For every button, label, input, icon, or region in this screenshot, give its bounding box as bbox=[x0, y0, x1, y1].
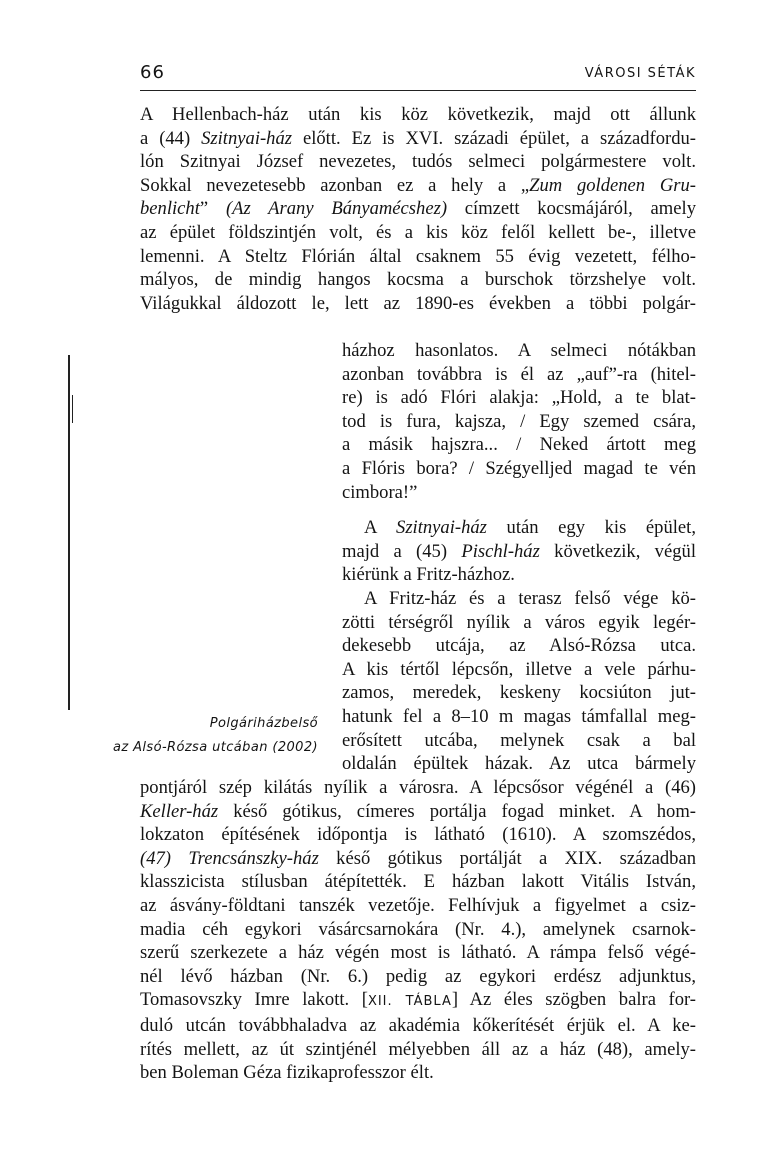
text-line: az ásvány-földtani tanszék vezetője. Felhívjuk a figyelmet a csiz- bbox=[140, 894, 696, 916]
text-line: hatunk fel a 8–10 m magas támfallal meg- bbox=[342, 705, 696, 727]
text-line: lemenni. A Steltz Flórián által csaknem 55 évig vezetett, félho- bbox=[140, 245, 696, 267]
text-line: A Hellenbach-ház után kis köz következik, majd ott állunk bbox=[140, 104, 696, 125]
text-line: tod is fura, kajsza, / Egy szemed csára, bbox=[342, 410, 696, 432]
text-line: zamos, meredek, keskeny kocsiúton jut- bbox=[342, 682, 696, 704]
paragraph-1-narrow bbox=[342, 339, 696, 504]
text-line: benlicht” (Az Arany Bányamécshez) címzett kocsmájáról, amely bbox=[140, 198, 696, 220]
text-line: majd a (45) Pischl-ház következik, végül bbox=[342, 540, 696, 562]
text-line: lokzaton építésének időpontja is látható (1610). A szomszédos, bbox=[140, 824, 696, 846]
text-line: (47) Trencsánszky-ház késő gótikus portálját a XIX. században bbox=[140, 847, 696, 869]
header-rule bbox=[140, 90, 696, 91]
text-line: zötti térségről nyílik a város egyik legér- bbox=[342, 611, 696, 633]
text-line: az épület földszintjén volt, és a kis köz felől kellett be-, illetve bbox=[140, 221, 696, 243]
text-line: rítés mellett, az út szintjénél mélyebben áll az a ház (48), amely- bbox=[140, 1038, 696, 1060]
text-line: házhoz hasonlatos. A selmeci nótákban bbox=[342, 340, 696, 361]
text-line: cimbora!” bbox=[342, 481, 418, 503]
caption-line-1: Polgáriházbelső bbox=[209, 716, 318, 731]
text-line: azonban továbbra is él az „auf”-ra (hitel- bbox=[342, 363, 696, 385]
running-title: VÁROSI SÉTÁK bbox=[584, 66, 696, 81]
text-line: lón Szitnyai József nevezetes, tudós selmeci polgármestere volt. bbox=[140, 151, 696, 173]
text-line: duló utcán továbbhaladva az akadémia kőkerítését érjük el. A ke- bbox=[140, 1014, 696, 1036]
text-line: a (44) Szitnyai-ház előtt. Ez is XVI. századi épület, a századfordu- bbox=[140, 127, 696, 149]
paragraph-3-full bbox=[140, 776, 696, 1085]
text-line: Sokkal nevezetesebb azonban ez a hely a „Zum goldenen Gru- bbox=[140, 174, 696, 196]
text-line: klasszicista stílusban átépítették. E házban lakott Vitális István, bbox=[140, 871, 696, 893]
text-line: A Szitnyai-ház után egy kis épület, bbox=[364, 517, 696, 538]
page-header bbox=[140, 62, 696, 90]
text-line: Keller-ház késő gótikus, címeres portálja fogad minket. A hom- bbox=[140, 800, 696, 822]
text-line: A Fritz-ház és a terasz felső vége kö- bbox=[364, 588, 696, 609]
text-line: dekesebb utcája, az Alsó-Rózsa utca. bbox=[342, 635, 696, 657]
paragraph-1 bbox=[140, 103, 696, 315]
scan-mark bbox=[68, 355, 70, 710]
caption-line-2: az Alsó-Rózsa utcában (2002) bbox=[113, 740, 318, 755]
text-line: a Flóris bora? / Szégyelljed magad te vén bbox=[342, 457, 696, 479]
text-line: erősített utcába, melynek csak a bal bbox=[342, 729, 696, 751]
text-line: ben Boleman Géza fizikaprofesszor élt. bbox=[140, 1062, 434, 1084]
text-line: mályos, de mindig hangos kocsma a burschok törzshelye volt. bbox=[140, 269, 696, 291]
text-line: szerű szerkezete a ház végén most is látható. A rámpa felső végé- bbox=[140, 942, 696, 964]
text-line: nél lévő házban (Nr. 6.) pedig az egykori erdész adjunktus, bbox=[140, 965, 696, 987]
text-line: oldalán épültek házak. Az utca bármely bbox=[342, 753, 696, 775]
text-line: a másik hajszra... / Neked ártott meg bbox=[342, 434, 696, 456]
text-line: re) is adó Flóri alakja: „Hold, a te blat- bbox=[342, 387, 696, 409]
paragraph-2 bbox=[342, 516, 696, 587]
text-line: pontjáról szép kilátás nyílik a városra. A lépcsősor végénél a (46) bbox=[140, 777, 696, 798]
text-line: madia céh egykori vásárcsarnokára (Nr. 4.), amelynek csarnok- bbox=[140, 918, 696, 940]
text-line: kiérünk a Fritz-házhoz. bbox=[342, 564, 515, 586]
text-line: Tomasovszky Imre lakott. [XII. TÁBLA] Az éles szögben balra for- bbox=[140, 989, 697, 1011]
paragraph-3-narrow bbox=[342, 587, 696, 776]
image-caption bbox=[60, 712, 318, 760]
text-line: Világukkal áldozott le, lett az 1890-es években a többi polgár- bbox=[140, 292, 696, 314]
scan-mark bbox=[72, 395, 73, 423]
text-line: A kis tértől lépcsőn, illetve a vele párhu- bbox=[342, 658, 696, 680]
page-number: 66 bbox=[140, 62, 165, 83]
